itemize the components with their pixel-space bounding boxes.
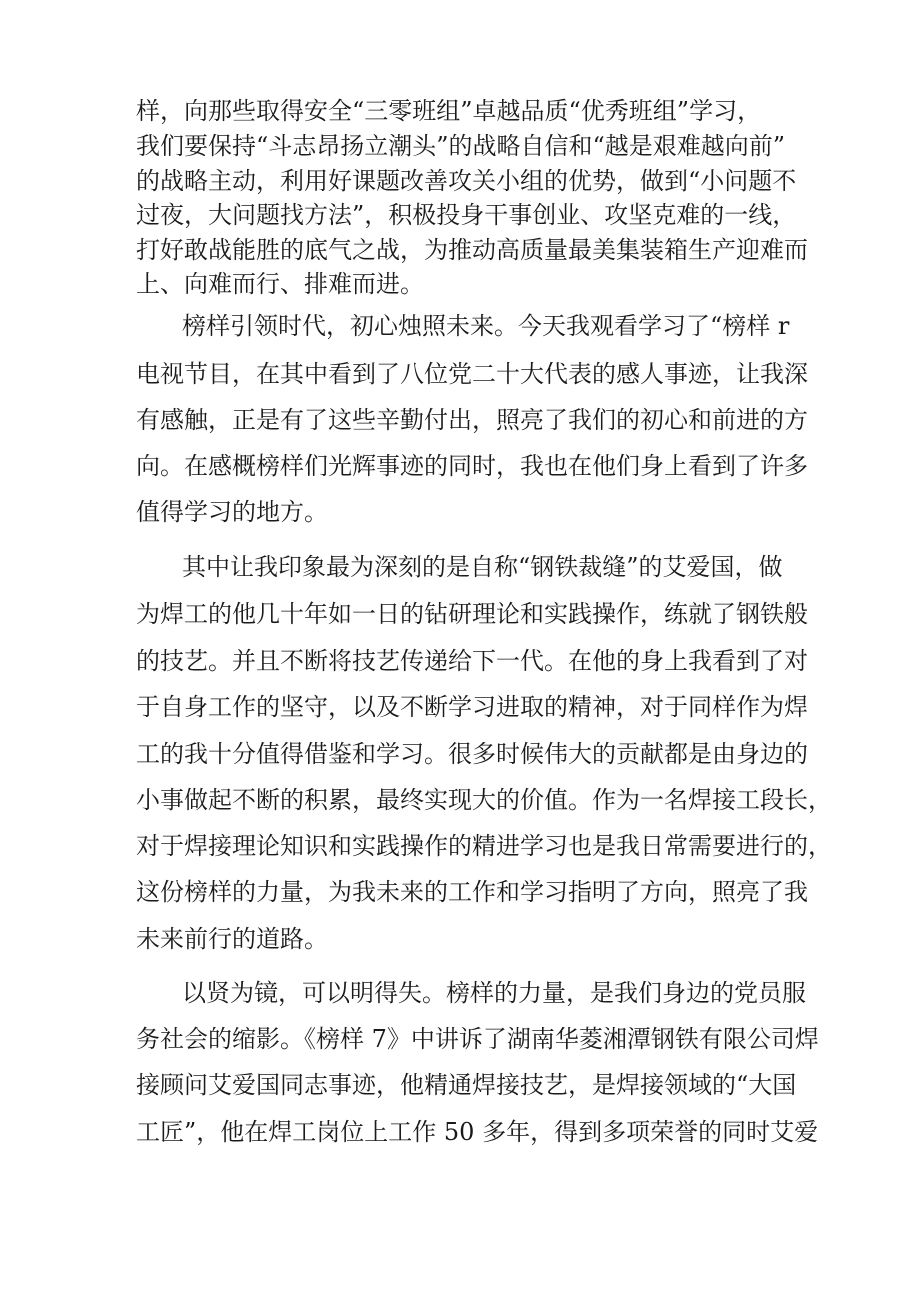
text-line: 值得学习的地方。 xyxy=(136,498,328,526)
text-line: 电视节目，在其中看到了八位党二十大代表的感人事迹，让我深 xyxy=(136,360,808,388)
text-line: 务社会的缩影。《榜样 7》中讲诉了湖南华菱湘潭钢铁有限公司焊 xyxy=(136,1025,819,1053)
text-line: 小事做起不断的积累，最终实现大的价值。作为一名焊接工段长， xyxy=(136,786,832,814)
text-line: 工的我十分值得借鉴和学习。很多时候伟大的贡献都是由身边的 xyxy=(136,740,808,768)
text-line: 接顾问艾爱国同志事迹，他精通焊接技艺，是焊接领域的“大国 xyxy=(136,1071,797,1099)
text-line: 过夜，大问题找方法”，积极投身干事创业、攻坚克难的一线， xyxy=(136,201,797,229)
text-line: 对于焊接理论知识和实践操作的精进学习也是我日常需要进行的， xyxy=(136,832,832,860)
text-line: 我们要保持“斗志昂扬立潮头”的战略自信和“越是艰难越向前” xyxy=(136,132,786,160)
text-line: 上、向难而行、排难而进。 xyxy=(136,270,424,298)
text-line: 为焊工的他几十年如一日的钻研理论和实践操作，练就了钢铁般 xyxy=(136,600,808,628)
text-line: 未来前行的道路。 xyxy=(136,925,328,953)
text-line: 这份榜样的力量，为我未来的工作和学习指明了方向，照亮了我 xyxy=(136,878,808,906)
text-line: 榜样引领时代，初心烛照未来。今天我观看学习了“榜样 r xyxy=(182,312,790,340)
text-line: 于自身工作的坚守，以及不断学习进取的精神，对于同样作为焊 xyxy=(136,693,808,721)
text-line: 其中让我印象最为深刻的是自称“钢铁裁缝”的艾爱国，做 xyxy=(182,553,783,581)
text-line: 的技艺。并且不断将技艺传递给下一代。在他的身上我看到了对 xyxy=(136,647,808,675)
text-line: 以贤为镜，可以明得失。榜样的力量，是我们身边的党员服 xyxy=(182,979,806,1007)
text-line: 有感触，正是有了这些辛勤付出，照亮了我们的初心和前进的方 xyxy=(136,406,808,434)
text-line: 打好敢战能胜的底气之战，为推动高质量最美集装箱生产迎难而 xyxy=(136,236,808,264)
text-line: 的战略主动，利用好课题改善攻关小组的优势，做到“小问题不 xyxy=(136,167,797,195)
text-line: 向。在感概榜样们光辉事迹的同时，我也在他们身上看到了许多 xyxy=(136,452,808,480)
text-line: 样，向那些取得安全“三零班组”卓越品质“优秀班组”学习， xyxy=(136,97,762,125)
text-line: 工匠”，他在焊工岗位上工作 50 多年，得到多项荣誉的同时艾爱 xyxy=(136,1118,819,1146)
